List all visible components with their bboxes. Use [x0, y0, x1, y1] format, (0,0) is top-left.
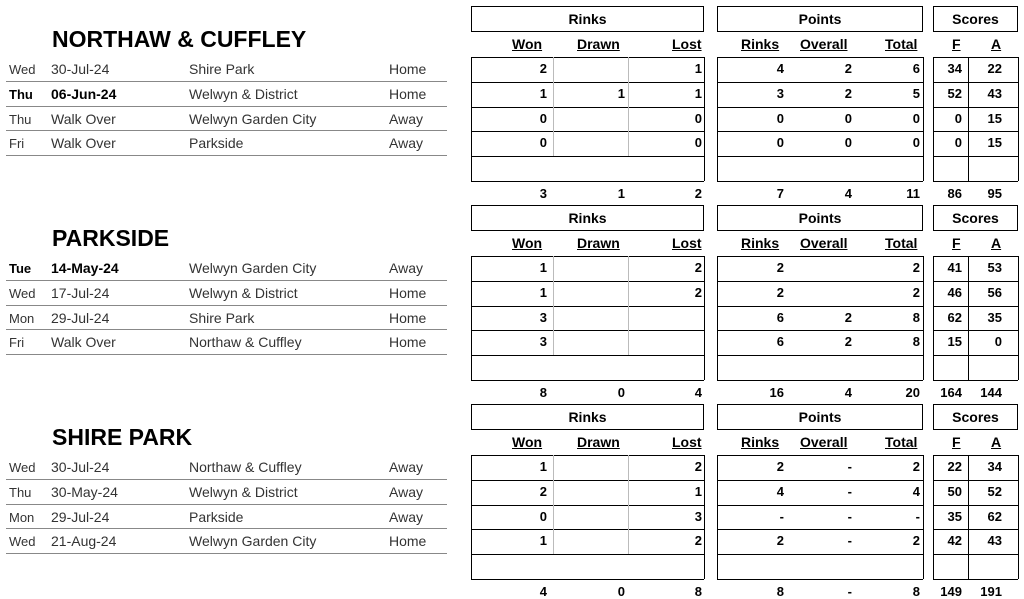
- score-against: 43: [987, 533, 1002, 549]
- row-divider: [6, 329, 447, 330]
- drawn-header: Drawn: [577, 36, 620, 52]
- grid-line: [471, 256, 472, 380]
- grid-line: [628, 455, 629, 554]
- opponent-name: Welwyn Garden City: [189, 533, 317, 550]
- grid-line: [717, 505, 923, 506]
- points-rinks: 6: [776, 309, 784, 325]
- points-overall: -: [847, 533, 852, 549]
- grid-line: [717, 455, 718, 579]
- row-divider: [6, 81, 447, 82]
- grid-line: [471, 579, 704, 580]
- rinks-lost: 1: [694, 483, 702, 499]
- points-total: 6: [912, 61, 920, 76]
- rinks-lost: 1: [694, 85, 702, 101]
- opponent-name: Northaw & Cuffley: [189, 334, 302, 351]
- rinks-group-header: Rinks: [471, 205, 704, 231]
- team-title: SHIRE PARK: [52, 424, 193, 450]
- grid-line: [553, 455, 554, 554]
- match-day: Tue: [9, 261, 32, 276]
- match-day: Wed: [9, 285, 36, 301]
- total-rinks-drawn: 0: [617, 385, 625, 400]
- grid-line: [471, 554, 704, 555]
- total-score-for: 164: [940, 385, 962, 400]
- overall-header: Overall: [800, 434, 848, 450]
- score-for: 15: [947, 334, 962, 350]
- match-day: Thu: [9, 484, 32, 500]
- rinks-won: 0: [539, 135, 547, 151]
- match-date: Walk Over: [51, 135, 116, 152]
- venue: Away: [389, 260, 423, 276]
- rinks-won: 0: [539, 110, 547, 126]
- match-day: Wed: [9, 534, 36, 550]
- match-date: 21-Aug-24: [51, 533, 117, 550]
- rinks-won: 1: [539, 260, 547, 275]
- score-for: 34: [947, 61, 962, 76]
- grid-line: [717, 529, 923, 530]
- grid-line: [704, 455, 705, 579]
- points-total: 2: [912, 284, 920, 300]
- grid-line: [628, 256, 629, 355]
- opponent-name: Welwyn & District: [189, 483, 298, 500]
- row-divider: [6, 504, 447, 505]
- grid-line: [717, 131, 923, 132]
- venue: Home: [389, 334, 427, 351]
- points-rinks: 0: [776, 110, 784, 126]
- score-for: 0: [954, 135, 962, 151]
- total-score-for: 149: [940, 584, 962, 599]
- grid-line: [933, 330, 1018, 331]
- grid-line: [1018, 256, 1019, 380]
- points-total: 0: [912, 110, 920, 126]
- points-overall: 2: [844, 61, 852, 76]
- points-overall: -: [847, 459, 852, 474]
- rinks-won: 2: [539, 483, 547, 499]
- opponent-name: Parkside: [189, 508, 244, 525]
- total-rinks-drawn: 1: [617, 186, 625, 201]
- grid-line: [717, 554, 923, 555]
- grid-line: [704, 256, 705, 380]
- row-divider: [6, 528, 447, 529]
- match-date: 30-Jul-24: [51, 459, 110, 475]
- grid-line: [628, 57, 629, 156]
- grid-line: [471, 156, 704, 157]
- rinks-group-header: Rinks: [471, 6, 704, 32]
- opponent-name: Welwyn & District: [189, 284, 298, 301]
- points-rinks-header: Rinks: [741, 36, 780, 52]
- grid-line: [717, 455, 923, 456]
- rinks-lost: 0: [694, 135, 702, 151]
- venue: Away: [389, 110, 423, 127]
- row-divider: [6, 354, 447, 355]
- rinks-lost: 0: [694, 110, 702, 126]
- grid-line: [933, 380, 1018, 381]
- match-date: 29-Jul-24: [51, 508, 110, 525]
- total-rinks-won: 4: [539, 584, 547, 599]
- grid-line: [471, 107, 704, 108]
- score-for: 50: [947, 483, 962, 499]
- rinks-lost: 2: [694, 260, 702, 275]
- total-points-rinks: 8: [776, 584, 784, 599]
- opponent-name: Shire Park: [189, 61, 255, 77]
- grid-line: [933, 355, 1018, 356]
- grid-line: [717, 156, 923, 157]
- points-overall: 2: [844, 309, 852, 325]
- scores-a-header: A: [991, 434, 1002, 450]
- scores-group-header: Scores: [933, 205, 1018, 231]
- lost-header: Lost: [672, 36, 702, 52]
- overall-header: Overall: [800, 36, 848, 52]
- scores-a-header: A: [991, 235, 1002, 251]
- grid-line: [933, 281, 1018, 282]
- grid-line: [717, 256, 718, 380]
- grid-line: [717, 579, 923, 580]
- match-day: Wed: [9, 460, 36, 475]
- score-against: 52: [987, 483, 1002, 499]
- points-rinks: 2: [776, 284, 784, 300]
- rinks-won: 3: [539, 334, 547, 350]
- match-day: Mon: [9, 509, 35, 525]
- score-for: 0: [954, 110, 962, 126]
- points-total: 2: [912, 459, 920, 474]
- points-overall: -: [847, 483, 852, 499]
- grid-line: [933, 455, 1018, 456]
- grid-line: [471, 330, 704, 331]
- team-title: PARKSIDE: [52, 225, 170, 251]
- venue: Away: [389, 483, 423, 500]
- grid-line: [471, 306, 704, 307]
- grid-line: [471, 82, 704, 83]
- points-total: 0: [912, 135, 920, 151]
- rinks-lost: 2: [694, 533, 702, 549]
- points-rinks: 4: [776, 483, 784, 499]
- grid-line: [933, 529, 1018, 530]
- total-points-overall: 4: [844, 385, 852, 400]
- score-against: 22: [987, 61, 1002, 76]
- grid-line: [717, 355, 923, 356]
- grid-line: [1018, 455, 1019, 579]
- scores-f-header: F: [952, 434, 961, 450]
- match-date: 30-May-24: [51, 483, 118, 500]
- rinks-group-header: Rinks: [471, 404, 704, 430]
- grid-line: [553, 256, 554, 355]
- points-rinks-header: Rinks: [741, 235, 780, 251]
- row-divider: [6, 479, 447, 480]
- row-divider: [6, 106, 447, 107]
- venue: Away: [389, 459, 423, 475]
- match-day: Thu: [9, 86, 33, 102]
- points-overall: 0: [844, 110, 852, 126]
- points-rinks: 0: [776, 135, 784, 151]
- grid-line: [933, 554, 1018, 555]
- grid-line: [471, 355, 704, 356]
- grid-line: [471, 256, 704, 257]
- grid-line: [717, 57, 923, 58]
- won-header: Won: [512, 434, 543, 450]
- overall-header: Overall: [800, 235, 848, 251]
- match-date: 29-Jul-24: [51, 309, 110, 326]
- score-against: 56: [987, 284, 1002, 300]
- points-overall: 0: [844, 135, 852, 151]
- score-for: 41: [947, 260, 962, 275]
- rinks-won: 3: [539, 309, 547, 325]
- points-rinks: 2: [776, 459, 784, 474]
- lost-header: Lost: [672, 235, 702, 251]
- grid-line: [933, 579, 1018, 580]
- points-rinks: -: [779, 508, 784, 524]
- points-rinks-header: Rinks: [741, 434, 780, 450]
- grid-line: [471, 131, 704, 132]
- points-total: 2: [912, 533, 920, 549]
- total-score-for: 86: [947, 186, 962, 201]
- points-rinks: 6: [776, 334, 784, 350]
- grid-line: [933, 156, 1018, 157]
- points-rinks: 2: [776, 260, 784, 275]
- grid-line: [933, 256, 1018, 257]
- grid-line: [471, 505, 704, 506]
- total-score-against: 95: [987, 186, 1002, 201]
- total-points-total: 8: [912, 584, 920, 599]
- score-against: 0: [994, 334, 1002, 350]
- total-rinks-won: 8: [539, 385, 547, 400]
- scores-group-header: Scores: [933, 404, 1018, 430]
- points-rinks: 3: [776, 85, 784, 101]
- points-group-header: Points: [717, 205, 923, 231]
- won-header: Won: [512, 235, 543, 251]
- match-day: Fri: [9, 136, 25, 152]
- grid-line: [717, 181, 923, 182]
- row-divider: [6, 280, 447, 281]
- rinks-won: 1: [539, 85, 547, 101]
- grid-line: [471, 455, 704, 456]
- total-points-rinks: 7: [776, 186, 784, 201]
- total-header: Total: [885, 434, 918, 450]
- grid-line: [933, 107, 1018, 108]
- grid-line: [933, 131, 1018, 132]
- points-overall: 2: [844, 85, 852, 101]
- score-for: 62: [947, 309, 962, 325]
- total-header: Total: [885, 235, 918, 251]
- grid-line: [1018, 57, 1019, 181]
- total-rinks-won: 3: [539, 186, 547, 201]
- grid-line: [717, 107, 923, 108]
- match-day: Fri: [9, 335, 25, 351]
- opponent-name: Parkside: [189, 135, 244, 152]
- match-date: Walk Over: [51, 110, 116, 127]
- rinks-lost: 1: [694, 61, 702, 76]
- rinks-won: 0: [539, 508, 547, 524]
- rinks-lost: 2: [694, 459, 702, 474]
- points-total: 8: [912, 309, 920, 325]
- opponent-name: Welwyn & District: [189, 85, 298, 102]
- rinks-won: 1: [539, 284, 547, 300]
- grid-line: [471, 480, 704, 481]
- grid-line: [471, 281, 704, 282]
- scores-f-header: F: [952, 235, 961, 251]
- total-rinks-lost: 2: [694, 186, 702, 201]
- venue: Home: [389, 85, 427, 102]
- grid-line: [717, 82, 923, 83]
- grid-line: [471, 455, 472, 579]
- venue: Home: [389, 284, 427, 301]
- grid-line: [717, 330, 923, 331]
- total-rinks-lost: 4: [694, 385, 702, 400]
- grid-line: [933, 480, 1018, 481]
- match-day: Thu: [9, 111, 32, 127]
- team-title: NORTHAW & CUFFLEY: [52, 26, 307, 52]
- venue: Away: [389, 508, 423, 525]
- score-against: 15: [987, 135, 1002, 151]
- scores-a-header: A: [991, 36, 1002, 52]
- row-divider: [6, 130, 447, 131]
- grid-line: [717, 57, 718, 181]
- rinks-won: 2: [539, 61, 547, 76]
- rinks-won: 1: [539, 459, 547, 474]
- total-points-total: 20: [905, 385, 920, 400]
- score-against: 15: [987, 110, 1002, 126]
- total-points-overall: -: [847, 584, 852, 599]
- match-date: 14-May-24: [51, 260, 119, 276]
- grid-line: [704, 57, 705, 181]
- rinks-won: 1: [539, 533, 547, 549]
- points-total: -: [915, 508, 920, 524]
- grid-line: [933, 306, 1018, 307]
- total-rinks-lost: 8: [694, 584, 702, 599]
- match-date: 30-Jul-24: [51, 61, 110, 77]
- score-against: 34: [987, 459, 1002, 474]
- rinks-lost: 3: [694, 508, 702, 524]
- points-total: 2: [912, 260, 920, 275]
- match-day: Wed: [9, 62, 36, 77]
- venue: Home: [389, 309, 427, 326]
- match-date: 17-Jul-24: [51, 284, 110, 301]
- grid-line: [933, 82, 1018, 83]
- row-divider: [6, 155, 447, 156]
- score-against: 43: [987, 85, 1002, 101]
- venue: Away: [389, 135, 423, 152]
- grid-line: [471, 380, 704, 381]
- row-divider: [6, 305, 447, 306]
- rinks-lost: 2: [694, 284, 702, 300]
- grid-line: [471, 57, 704, 58]
- grid-line: [933, 505, 1018, 506]
- score-for: 35: [947, 508, 962, 524]
- grid-line: [933, 181, 1018, 182]
- grid-line: [717, 306, 923, 307]
- points-rinks: 4: [776, 61, 784, 76]
- won-header: Won: [512, 36, 543, 52]
- total-header: Total: [885, 36, 918, 52]
- grid-line: [553, 57, 554, 156]
- grid-line: [471, 57, 472, 181]
- opponent-name: Shire Park: [189, 309, 255, 326]
- lost-header: Lost: [672, 434, 702, 450]
- venue: Home: [389, 61, 427, 77]
- grid-line: [471, 181, 704, 182]
- score-for: 52: [947, 85, 962, 101]
- opponent-name: Northaw & Cuffley: [189, 459, 302, 475]
- score-for: 42: [947, 533, 962, 549]
- total-score-against: 144: [980, 385, 1002, 400]
- opponent-name: Welwyn Garden City: [189, 260, 317, 276]
- scores-group-header: Scores: [933, 6, 1018, 32]
- total-points-rinks: 16: [769, 385, 784, 400]
- total-rinks-drawn: 0: [617, 584, 625, 599]
- points-overall: 2: [844, 334, 852, 350]
- rinks-drawn: 1: [617, 85, 625, 101]
- total-points-overall: 4: [844, 186, 852, 201]
- opponent-name: Welwyn Garden City: [189, 110, 317, 127]
- row-divider: [6, 553, 447, 554]
- total-points-total: 11: [906, 186, 920, 201]
- points-overall: -: [847, 508, 852, 524]
- points-rinks: 2: [776, 533, 784, 549]
- score-for: 46: [947, 284, 962, 300]
- match-date: Walk Over: [51, 334, 116, 351]
- venue: Home: [389, 533, 427, 550]
- grid-line: [717, 480, 923, 481]
- scores-f-header: F: [952, 36, 961, 52]
- match-day: Mon: [9, 310, 35, 326]
- points-group-header: Points: [717, 404, 923, 430]
- grid-line: [933, 57, 1018, 58]
- match-date: 06-Jun-24: [51, 85, 117, 102]
- points-total: 4: [912, 483, 920, 499]
- grid-line: [717, 281, 923, 282]
- score-against: 62: [987, 508, 1002, 524]
- grid-line: [717, 256, 923, 257]
- grid-line: [717, 380, 923, 381]
- total-score-against: 191: [980, 584, 1002, 599]
- drawn-header: Drawn: [577, 434, 620, 450]
- score-against: 35: [987, 309, 1002, 325]
- drawn-header: Drawn: [577, 235, 620, 251]
- score-against: 53: [987, 260, 1002, 275]
- points-total: 8: [912, 334, 920, 350]
- points-total: 5: [912, 85, 920, 101]
- points-group-header: Points: [717, 6, 923, 32]
- grid-line: [471, 529, 704, 530]
- score-for: 22: [947, 459, 962, 474]
